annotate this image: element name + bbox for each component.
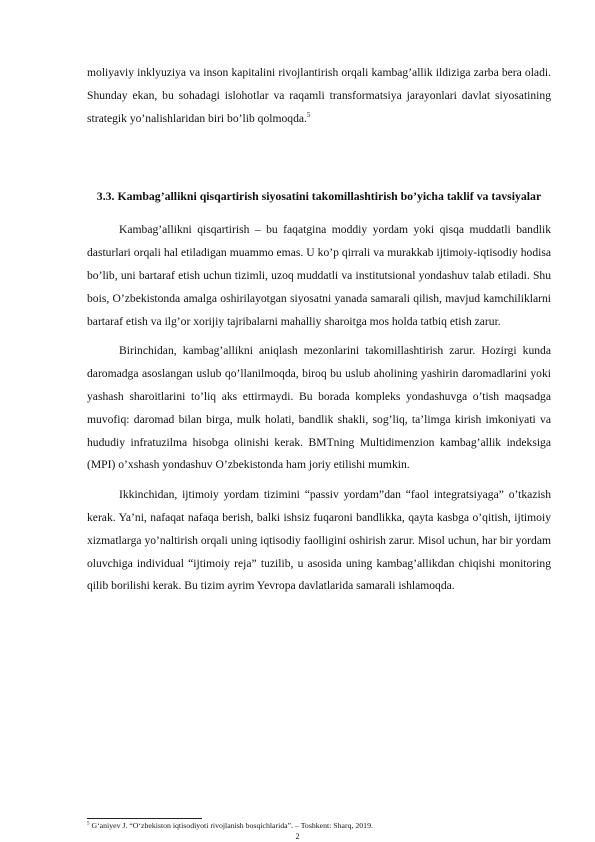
footnote-text: G‘aniyev J. “O‘zbekiston iqtisodiyoti rivojlanish bosqichlarida”. – Toshkent: Sharq, 2019. <box>91 821 373 830</box>
footnote-number: 5 <box>87 821 90 827</box>
footnote-divider <box>87 818 202 819</box>
page-number: 2 <box>295 832 300 841</box>
body-paragraph-2: Birinchidan, kambag’allikni aniqlash mezonlarini takomillashtirish zarur. Hozirgi kunda daromadga asoslangan uslub qo’llanilmoqda, biroq bu uslub aholining yashirin daromadlarini yoki yashash sharoitlarini to’liq aks ettirmaydi. Bu borada kompleks yondashuvga o’tish maqsadga muvofiq: daromad bilan birga, mulk holati, bandlik shakli, sog’liq, ta’limga kirish imkoniyati va hududiy infratuzilma hisobga olinishi kerak. BMTning Multidimenzion kambag’allik indeksiga (MPI) o’xshash yondashuv O’zbekistonda ham joriy etilishi mumkin. <box>87 344 551 472</box>
body-paragraph-1: Kambag’allikni qisqartirish – bu faqatgina moddiy yordam yoki qisqa muddatli bandlik dasturlari orqali hal etiladigan muammo emas. U ko’p qirrali va murakkab ijtimoiy-iqtisodiy hodisa bo’lib, uni bartaraf etish uchun tizimli, uzoq muddatli va institutsional yondashuv talab etiladi. Shu bois, O’zbekistonda amalga oshirilayotgan siyosatni yanada samarali qilish, mavjud kamchiliklarni bartaraf etish va ilg’or xorijiy tajribalarni mahalliy sharoitga mos holda tatbiq etish zarur. <box>87 223 551 328</box>
document-body <box>87 62 551 598</box>
intro-paragraph <box>87 62 551 130</box>
body-paragraph-3: Ikkinchidan, ijtimoiy yordam tizimini “passiv yordam”dan “faol integratsiyaga” o’tkazish kerak. Ya’ni, nafaqat nafaqa berish, balki ishsiz fuqaroni bandlikka, qayta kasbga o’qitish, ijtimoiy xizmatlarga yo’naltirish orqali uning iqtisodiy faolligini oshirish zarur. Misol uchun, har bir yordam oluvchiga individual “ijtimoiy reja” tuzilib, u asosida uning kambag’allikdan chiqishi monitoring qilib borilishi kerak. Bu tizim ayrim Yevropa davlatlarida samarali ishlamoqda. <box>87 488 551 593</box>
footnote-reference: 5 <box>306 110 311 119</box>
footnote <box>87 821 373 831</box>
intro-paragraph-text: moliyaviy inklyuziya va inson kapitalini rivojlantirish orqali kambag’allik ildiziga zarba bera oladi. Shunday ekan, bu sohadagi islohotlar va raqamli transformatsiya jarayonlari davlat siyosatining strategik yo’nalishlaridan biri bo’lib qolmoqda. <box>87 66 551 125</box>
section-heading: 3.3. Kambag’allikni qisqartirish siyosatini takomillashtirish bo’yicha taklif va tavsiyalar <box>96 189 542 204</box>
